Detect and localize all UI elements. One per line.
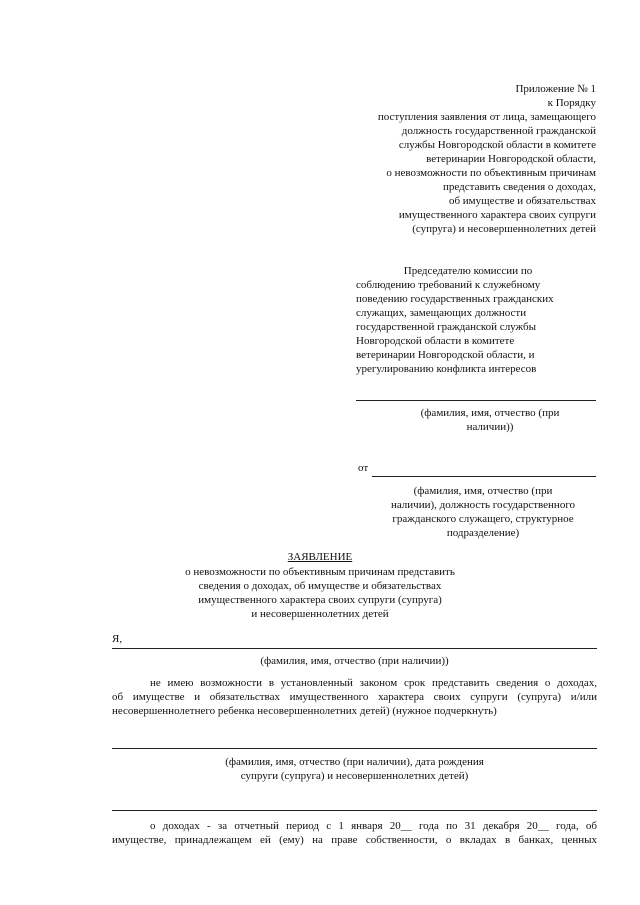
ya-fio-line xyxy=(112,648,597,649)
appendix-line: ветеринарии Новгородской области, xyxy=(426,153,596,165)
paragraph-line: имуществе, принадлежащем ей (ему) на праве собственности, о вкладах в банках, ценных xyxy=(112,834,597,846)
appendix-line: к Порядку xyxy=(547,97,596,109)
appendix-line: об имуществе и обязательствах xyxy=(448,195,596,207)
paragraph-line: несовершеннолетнего ребенка несовершеннолетних детей) (нужное подчеркнуть) xyxy=(112,705,497,717)
appendix-line: представить сведения о доходах, xyxy=(443,181,596,193)
spouse-fio-caption: (фамилия, имя, отчество (при наличии), дата рождения супруги (супруга) и несовершеннолетних детей) xyxy=(225,756,484,782)
appendix-line: имущественного характера своих супруги xyxy=(398,209,596,221)
appendix-line: должность государственной гражданской xyxy=(401,125,596,137)
addressee-body xyxy=(356,278,596,376)
appendix-block xyxy=(296,82,596,236)
addressee-line: ветеринарии Новгородской области, и xyxy=(356,349,535,361)
appendix-line: службы Новгородской области в комитете xyxy=(398,139,596,151)
addressee-line: Новгородской области в комитете xyxy=(356,335,515,347)
paragraph-line: о доходах - за отчетный период с 1 января 20__ года по 31 декабря 20__ года, об xyxy=(150,820,597,832)
statement-heading: ЗАЯВЛЕНИЕ xyxy=(287,551,353,563)
ya-label: Я, xyxy=(112,633,123,645)
paragraph-income-period xyxy=(112,819,597,847)
paragraph-line: об имуществе и обязательствах имущественного характера своих супруги (супруга) и/или xyxy=(112,691,597,703)
addressee-line: служащих, замещающих должности xyxy=(356,307,527,319)
addressee-line: урегулированию конфликта интересов xyxy=(356,363,537,375)
addressee-line: поведению государственных гражданских xyxy=(356,293,554,305)
blank-line xyxy=(112,810,597,811)
spouse-fio-line xyxy=(112,748,597,749)
paragraph-no-possibility xyxy=(112,676,597,718)
addressee-fio-line xyxy=(356,400,596,401)
appendix-line: поступления заявления от лица, замещающего xyxy=(377,111,596,123)
ya-fio-caption: (фамилия, имя, отчество (при наличии)) xyxy=(260,655,449,667)
appendix-line: о невозможности по объективным причинам xyxy=(386,167,596,179)
addressee-line: Председателю комиссии по xyxy=(403,265,533,277)
addressee-block xyxy=(348,264,588,278)
statement-subtitle: о невозможности по объективным причинам представить сведения о доходах, об имуществе и обязательствах имущественного характера своих супруги (супруга) и несовершеннолетних детей xyxy=(185,566,455,620)
appendix-line: (супруга) и несовершеннолетних детей xyxy=(412,223,596,235)
addressee-fio-caption: (фамилия, имя, отчество (при наличии)) xyxy=(420,407,560,433)
paragraph-line: не имею возможности в установленный законом срок представить сведения о доходах, xyxy=(150,677,597,689)
from-caption: (фамилия, имя, отчество (при наличии), должность государственного гражданского служащего, структурное подразделение) xyxy=(390,485,576,539)
appendix-line: Приложение № 1 xyxy=(515,83,596,95)
addressee-line: государственной гражданской службы xyxy=(356,321,536,333)
from-label: от xyxy=(358,462,369,474)
addressee-line: соблюдению требований к служебному xyxy=(356,279,541,291)
from-line xyxy=(372,476,596,477)
